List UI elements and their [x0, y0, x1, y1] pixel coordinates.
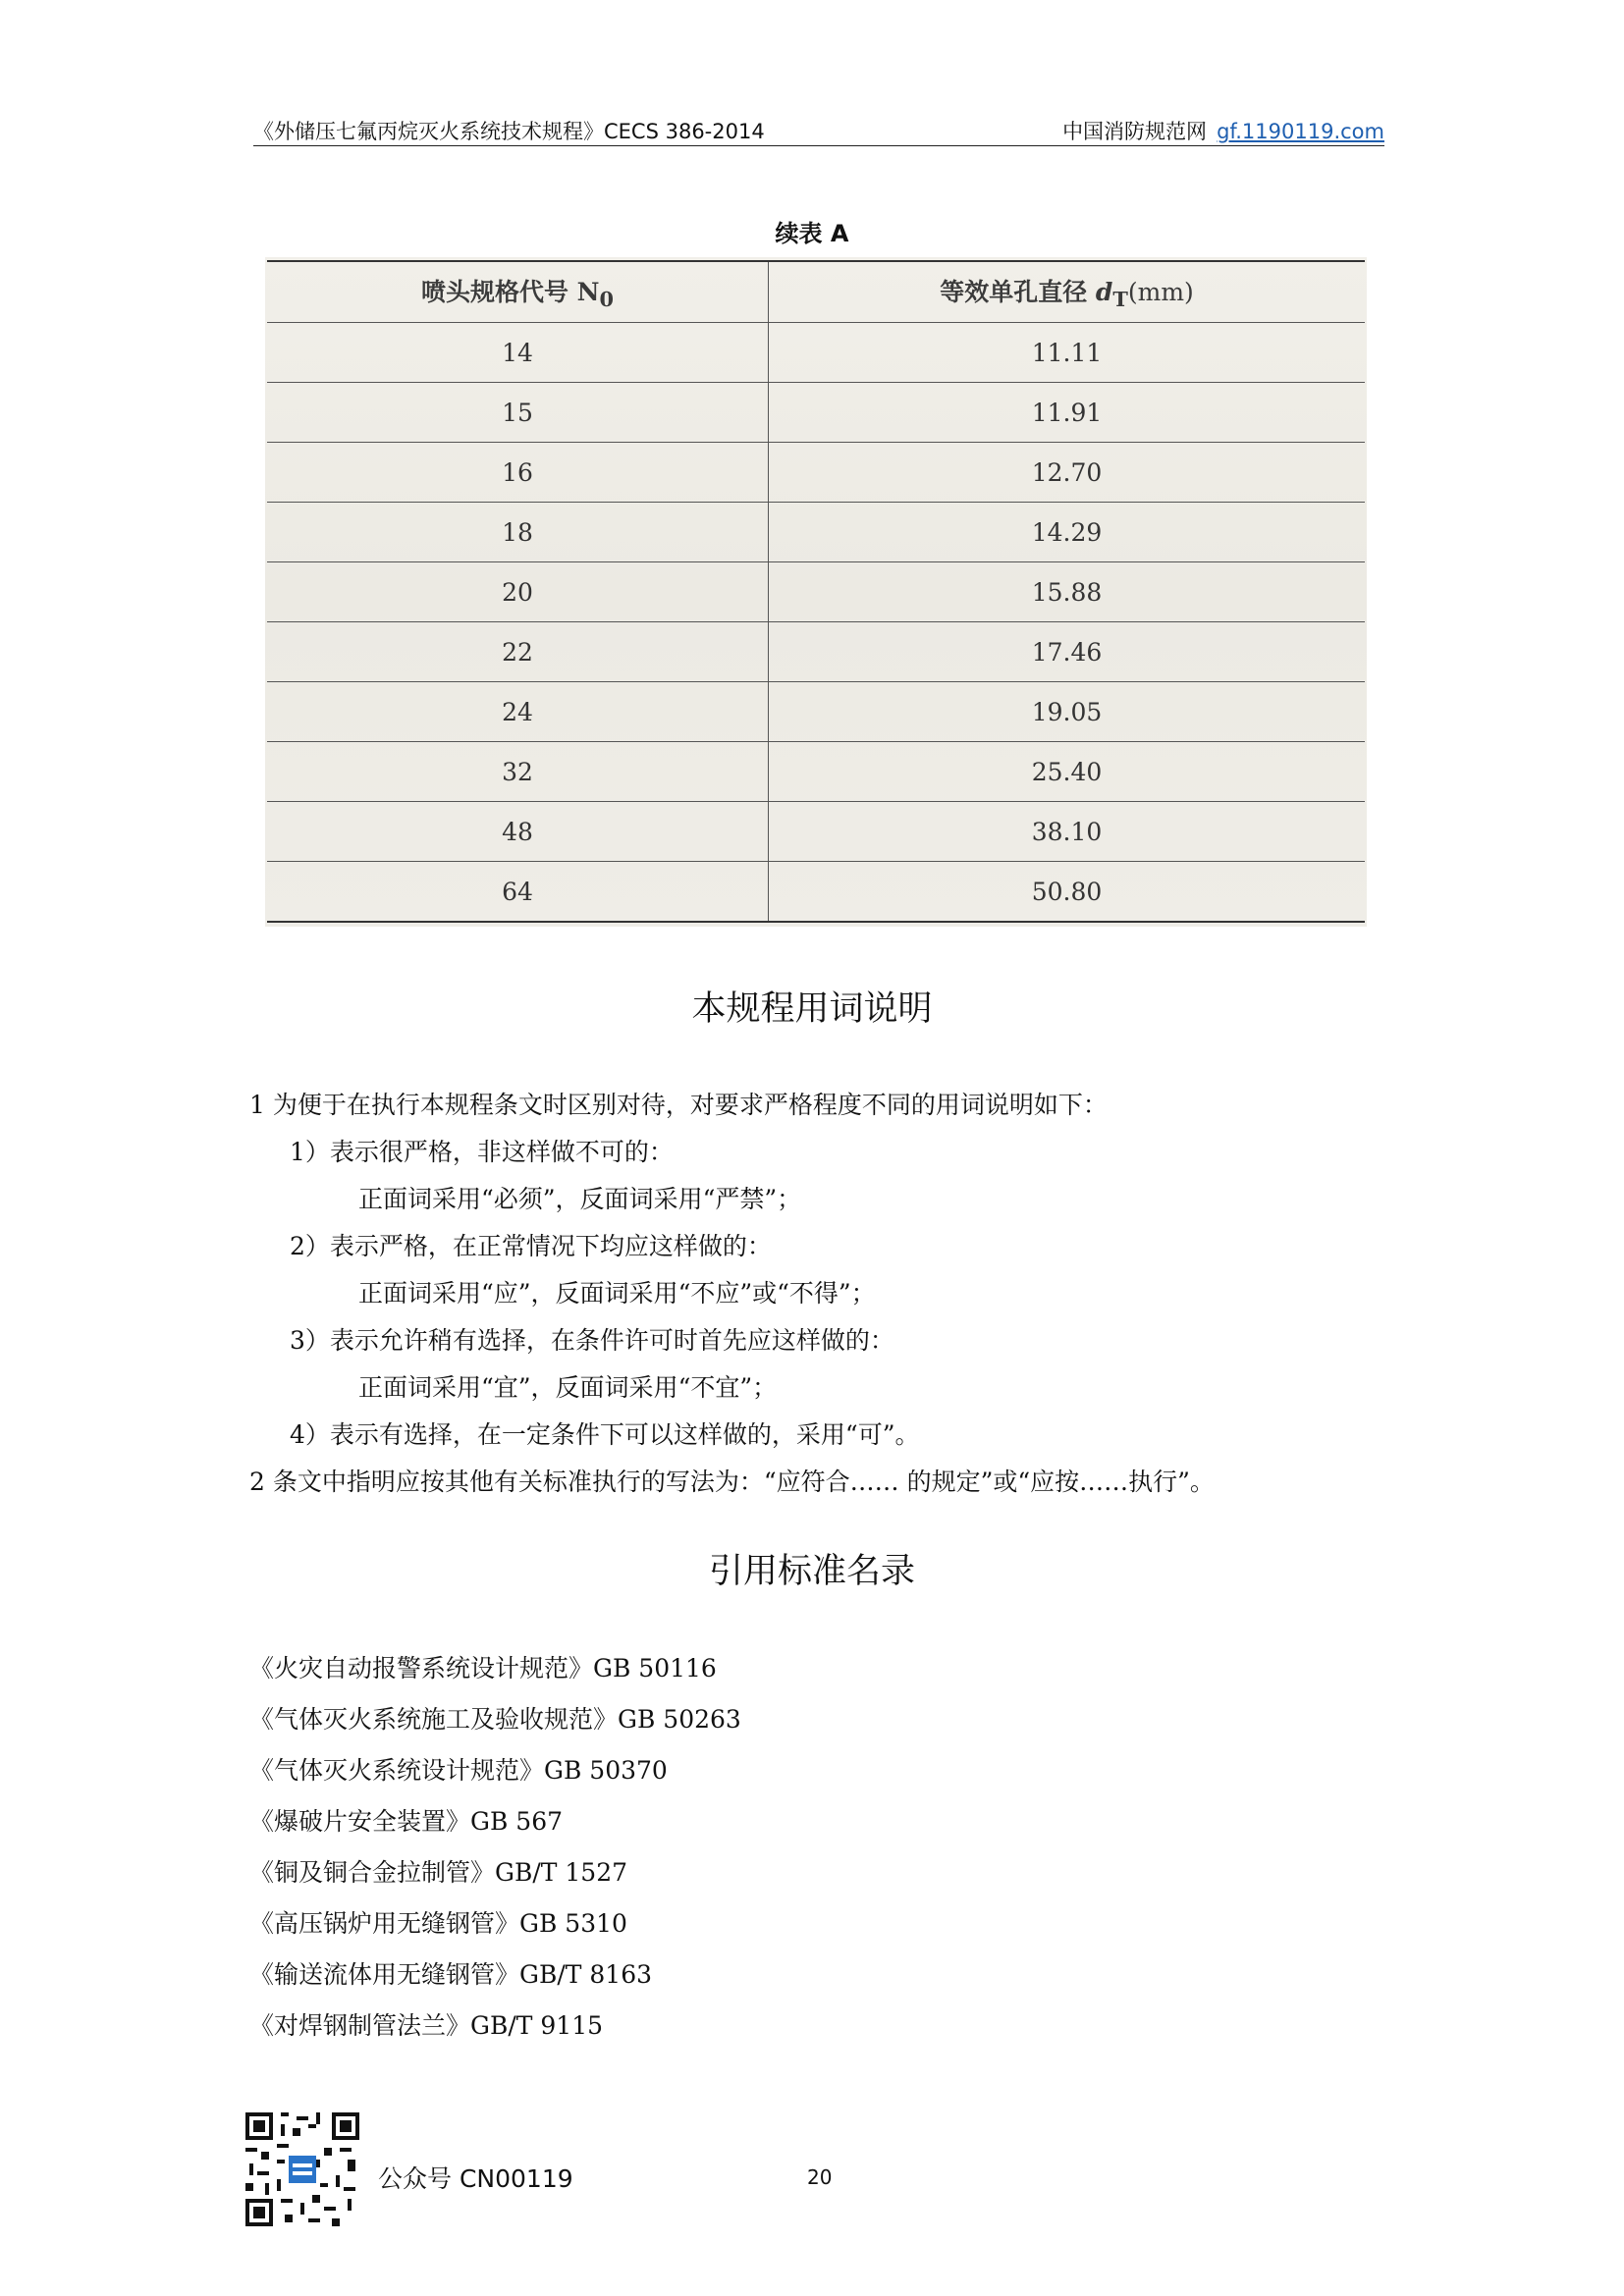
nozzle-code-cell: 15 [267, 383, 769, 443]
site-credit [1062, 116, 1384, 145]
table-row [267, 742, 1365, 802]
reference-item: 《高压锅炉用无缝钢管》GB 5310 [249, 1909, 627, 1938]
qr-code [245, 2112, 359, 2226]
header-equivalent-diameter: 等效单孔直径 $d_T(mm)$ [769, 261, 1366, 323]
references-section-title: 引用标准名录 [708, 1552, 915, 1591]
reference-item: 《气体灭火系统施工及验收规范》GB 50263 [249, 1705, 741, 1734]
wording-sub-4: 4）表示有选择，在一定条件下可以这样做的，采用“可”。 [290, 1420, 920, 1449]
table-row [267, 562, 1365, 622]
nozzle-code-cell: 22 [267, 622, 769, 682]
table-header-row [267, 261, 1365, 323]
diameter-cell: 50.80 [769, 862, 1366, 923]
nozzle-code-cell: 48 [267, 802, 769, 862]
table-row [267, 323, 1365, 383]
wording-sub-1-words: 正面词采用“必须”，反面词采用“严禁”； [358, 1185, 802, 1213]
nozzle-code-cell: 32 [267, 742, 769, 802]
diameter-cell: 19.05 [769, 682, 1366, 742]
wording-item-2: 2 条文中指明应按其他有关标准执行的写法为：“应符合…… 的规定”或“应按……执行”。 [249, 1468, 1215, 1496]
page-header [253, 116, 1384, 146]
nozzle-code-cell: 16 [267, 443, 769, 503]
site-name: 中国消防规范网 [1062, 120, 1208, 143]
nozzle-code-cell: 24 [267, 682, 769, 742]
diameter-cell: 11.11 [769, 323, 1366, 383]
wording-sub-2: 2）表示严格，在正常情况下均应这样做的： [290, 1232, 772, 1260]
diameter-cell: 11.91 [769, 383, 1366, 443]
table-row [267, 802, 1365, 862]
wording-section-title: 本规程用词说明 [691, 989, 933, 1029]
document-title: 《外储压七氟丙烷灭火系统技术规程》CECS 386-2014 [253, 120, 765, 143]
wording-sub-2-words: 正面词采用“应”，反面词采用“不应”或“不得”； [358, 1279, 876, 1308]
diameter-cell: 15.88 [769, 562, 1366, 622]
nozzle-code-cell: 18 [267, 503, 769, 562]
header-nozzle-code: 喷头规格代号 $N_0$ [267, 261, 769, 323]
wording-item-1: 1 为便于在执行本规程条文时区别对待，对要求严格程度不同的用词说明如下： [249, 1091, 1108, 1119]
reference-item: 《爆破片安全装置》GB 567 [249, 1807, 564, 1836]
diameter-cell: 25.40 [769, 742, 1366, 802]
nozzle-spec-table [267, 260, 1365, 923]
reference-item: 《对焊钢制管法兰》GB/T 9115 [249, 2011, 604, 2040]
wechat-account: 公众号 CN00119 [378, 2164, 573, 2193]
wording-sub-1: 1）表示很严格，非这样做不可的： [290, 1138, 674, 1166]
table-row [267, 862, 1365, 923]
table-caption: 续表 A [775, 220, 849, 247]
diameter-cell: 38.10 [769, 802, 1366, 862]
table-row [267, 682, 1365, 742]
reference-item: 《气体灭火系统设计规范》GB 50370 [249, 1756, 668, 1785]
reference-item: 《铜及铜合金拉制管》GB/T 1527 [249, 1858, 628, 1887]
wording-sub-3-words: 正面词采用“宜”，反面词采用“不宜”； [358, 1373, 778, 1402]
table-row [267, 622, 1365, 682]
site-url-link[interactable]: gf.1190119.com [1217, 120, 1384, 143]
reference-item: 《火灾自动报警系统设计规范》GB 50116 [249, 1654, 717, 1682]
table-row [267, 443, 1365, 503]
nozzle-code-cell: 64 [267, 862, 769, 923]
diameter-cell: 14.29 [769, 503, 1366, 562]
nozzle-code-cell: 20 [267, 562, 769, 622]
diameter-cell: 12.70 [769, 443, 1366, 503]
nozzle-code-cell: 14 [267, 323, 769, 383]
page-number: 20 [807, 2165, 833, 2189]
table-row [267, 503, 1365, 562]
diameter-cell: 17.46 [769, 622, 1366, 682]
reference-item: 《输送流体用无缝钢管》GB/T 8163 [249, 1960, 653, 1989]
table-row [267, 383, 1365, 443]
wording-sub-3: 3）表示允许稍有选择，在条件许可时首先应这样做的： [290, 1326, 894, 1355]
